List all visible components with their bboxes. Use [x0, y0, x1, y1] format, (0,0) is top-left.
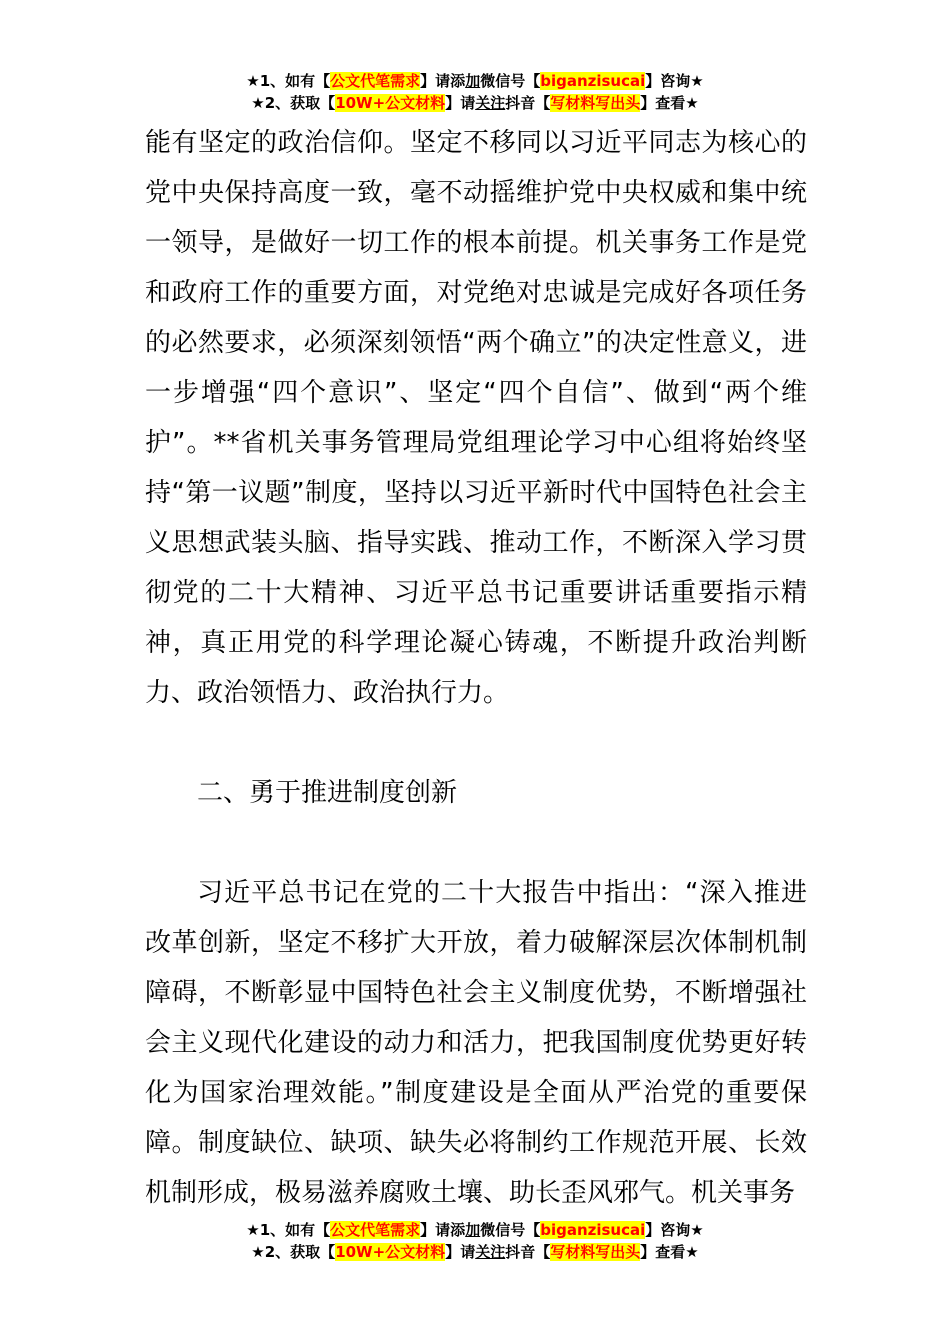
promo-wechat-id: biganzisucai: [540, 72, 646, 90]
promo-highlight: 公文代笔需求: [330, 1221, 421, 1239]
promo-line-1: ★1、如有【公文代笔需求】请添加微信号【biganzisucai】咨询★: [246, 1221, 704, 1239]
promo-highlight: 10W+公文材料: [335, 94, 446, 112]
document-body: [145, 118, 807, 1218]
section-heading: 二、勇于推进制度创新: [197, 778, 458, 808]
promo-douyin-id: 写材料写出头: [550, 94, 641, 112]
promo-line-2: ★2、获取【10W+公文材料】请关注抖音【写材料写出头】查看★: [251, 1243, 699, 1261]
promo-highlight: 10W+公文材料: [335, 1243, 446, 1261]
promo-douyin-id: 写材料写出头: [550, 1243, 641, 1261]
header-promo-banner: [0, 70, 950, 114]
promo-wechat-id: biganzisucai: [540, 1221, 646, 1239]
footer-promo-banner: [0, 1219, 950, 1263]
paragraph: 习近平总书记在党的二十大报告中指出：“深入推进改革创新，坚定不移扩大开放，着力破解深层次体制机制障碍，不断彰显中国特色社会主义制度优势，不断增强社会主义现代化建设的动力和活力，把我国制度优势更好转化为国家治理效能。”制度建设是全面从严治党的重要保障。制度缺位、缺项、缺失必将制约工作规范开展、长效机制形成，极易滋养腐败土壤、助长歪风邪气。机关事务: [145, 878, 807, 1208]
promo-line-1: ★1、如有【公文代笔需求】请添加微信号【biganzisucai】咨询★: [246, 72, 704, 90]
promo-highlight: 公文代笔需求: [330, 72, 421, 90]
promo-line-2: ★2、获取【10W+公文材料】请关注抖音【写材料写出头】查看★: [251, 94, 699, 112]
paragraph-continued: 能有坚定的政治信仰。坚定不移同以习近平同志为核心的党中央保持高度一致，毫不动摇维护党中央权威和集中统一领导，是做好一切工作的根本前提。机关事务工作是党和政府工作的重要方面，对党绝对忠诚是完成好各项任务的必然要求，必须深刻领悟“两个确立”的决定性意义，进一步增强“四个意识”、坚定“四个自信”、做到“两个维护”。**省机关事务管理局党组理论学习中心组将始终坚持“第一议题”制度，坚持以习近平新时代中国特色社会主义思想武装头脑、指导实践、推动工作，不断深入学习贯彻党的二十大精神、习近平总书记重要讲话重要指示精神，真正用党的科学理论凝心铸魂，不断提升政治判断力、政治领悟力、政治执行力。: [145, 128, 807, 708]
